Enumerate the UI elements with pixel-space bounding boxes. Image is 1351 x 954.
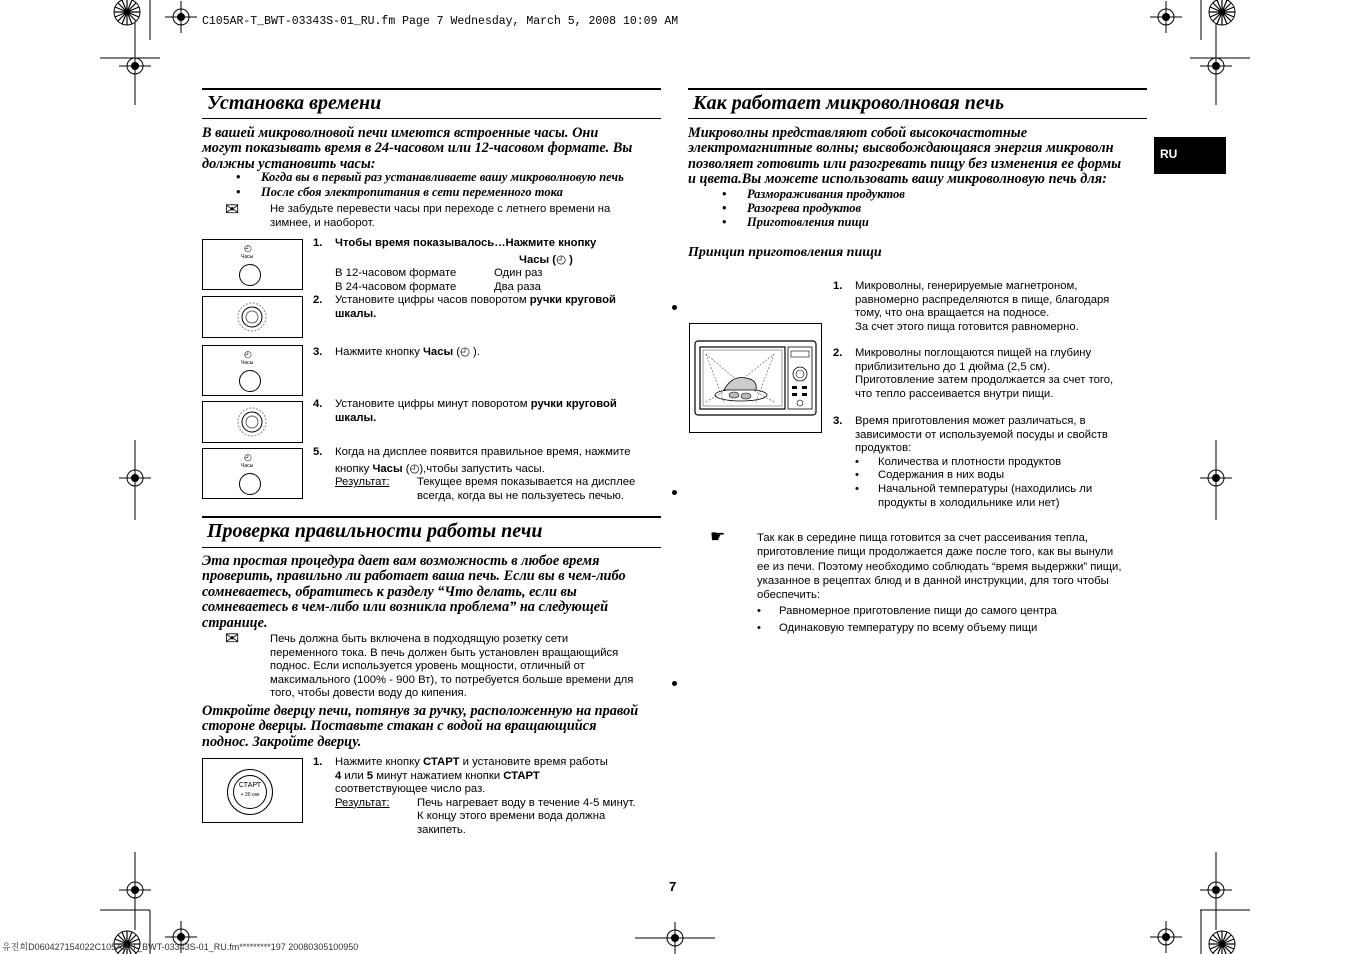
clock-step-5: 5. Когда на дисплее появится правильное время, нажмите кнопку Часы (◴),чтобы запустить часы. Результат: Текущее время показывается на дисплее всегда, когда вы не пользуетесь печью. <box>313 446 636 502</box>
clock-icon: ◴ <box>244 349 252 359</box>
check-intro: Эта простая процедура дает вам возможность в любое время проверить, правильно ли работает ваша печь. Если вы в чем-либо сомневаетесь, обратитесь к разделу “Что делать, если вы сомневаетесь в чем-либо или возникла проблема” на следующей странице. <box>202 553 626 631</box>
clock-step-2: 2. Установите цифры часов поворотом ручки круговой шкалы. <box>313 294 616 320</box>
clock-icon: ◴ <box>244 452 252 462</box>
clock-step-3: 3. Нажмите кнопку Часы (◴ ). <box>313 346 480 358</box>
dial-illustration <box>202 401 303 443</box>
section-rule <box>202 547 661 548</box>
clock-icon: ◴ <box>409 462 420 475</box>
list-item: • После сбоя электропитания в сети переменного тока <box>236 185 563 199</box>
section-rule <box>202 516 661 518</box>
clock-icon: ◴ <box>460 346 470 358</box>
clock-step-1: 1. Чтобы время показывалось…Нажмите кнопку Часы (◴ ) В 12-часовом формате Один раз В 24-часовом формате Два раза <box>313 237 597 293</box>
clock-icon: ◴ <box>556 253 566 266</box>
section-rule <box>202 88 661 90</box>
start-button-illustration: СТАРТ + 30 сек <box>202 758 303 823</box>
list-item: • Содержания в них воды <box>855 469 1005 482</box>
note-icon: ✉ <box>225 200 240 219</box>
microwave-illustration <box>689 323 822 433</box>
dial-knob-icon <box>235 406 269 438</box>
clock-icon: ◴ <box>244 243 252 253</box>
note-icon: ✉ <box>225 629 240 648</box>
clock-button-illustration: ◴ Часы <box>202 448 303 499</box>
clock-section-title: Установка времени <box>207 92 382 114</box>
section-rule <box>688 88 1147 90</box>
list-item: • Когда вы в первый раз устанавливаете вашу микроволновую печь <box>236 170 624 184</box>
check-step-1: 1. Нажмите кнопку СТАРТ и установите время работы 4 или 5 минут нажатием кнопки СТАРТ соответствующее число раз. Результат: Печь нагревает воду в течение 4-5 минут. К концу этого времени вода должна закипеть. <box>313 756 636 836</box>
principle-point-2: 2. Микроволны поглощаются пищей на глубину приблизительно до 1 дюйма (2,5 см). Приготовление затем продолжается за счет того, что тепло рассеивается внутри пищи. <box>833 347 1114 400</box>
principle-point-1: 1. Микроволны, генерируемые магнетроном, равномерно распределяются в пище, благодаря тому, что она вращается на подносе. За счет этого пища готовится равномерно. <box>833 280 1110 333</box>
microwave-oven-icon <box>694 340 817 416</box>
clock-intro: В вашей микроволновой печи имеются встроенные часы. Они могут показывать время в 24-часовом или 12-часовом формате. Вы должны установить часы: <box>202 125 633 172</box>
clock-step-4: 4. Установите цифры минут поворотом ручки круговой шкалы. <box>313 398 617 424</box>
clock-button <box>239 370 261 392</box>
list-item: • Равномерное приготовление пищи до самого центра <box>757 605 1057 618</box>
page-number: 7 <box>669 879 677 894</box>
pointing-hand-icon: ☛ <box>710 527 726 546</box>
file-footer-code: 유진희D060427154022C105AR-T_BWT-03343S-01_RU.fm*********197 20080305100950 <box>2 942 359 952</box>
clock-note: Не забудьте перевести часы при переходе с летнего времени на зимнее, и наоборот. <box>270 203 611 229</box>
list-item: • Одинаковую температуру по всему объему пищи <box>757 621 1038 634</box>
binding-dot <box>672 681 677 686</box>
open-door-instruction: Откройте дверцу печи, потянув за ручку, расположенную на правой стороне дверцы. Поставьте стакан с водой на вращающийся поднос. Закройте дверцу. <box>202 703 639 750</box>
check-section-title: Проверка правильности работы печи <box>207 520 543 542</box>
list-item: • Размораживания продуктов <box>722 187 905 201</box>
file-header-line: C105AR-T_BWT-03343S-01_RU.fm Page 7 Wednesday, March 5, 2008 10:09 AM <box>202 15 679 28</box>
microwave-intro: Микроволны представляют собой высокочастотные электромагнитные волны; высвобождающаяся энергия микроволн позволяет готовить или разогревать пищу без изменения ее формы и цвета.Вы можете использовать вашу микроволновую печь для: <box>688 125 1122 188</box>
cooking-principle-subheading: Принцип приготовления пищи <box>688 245 882 260</box>
clock-button <box>239 264 261 286</box>
list-item: • Начальной температуры (находились ли <box>855 482 1093 495</box>
microwave-uses-list <box>722 187 905 229</box>
dial-knob-icon <box>235 301 269 333</box>
binding-dot <box>672 490 677 495</box>
list-item: • Количества и плотности продуктов <box>855 455 1062 468</box>
standing-time-tip: Так как в середине пища готовится за счет рассеивания тепла, приготовление пищи продолжается даже после того, как вы вынули ее из печи. Поэтому необходимо соблюдать “время выдержки” пищи, указанное в рецептах блюд и в данной инструкции, для того чтобы обеспечить: • Равномерное приготовление пищи до самого центра • Одинаковую температуру по всему объему пищи <box>757 531 1152 635</box>
clock-button-illustration: ◴ Часы <box>202 345 303 396</box>
clock-bullets <box>236 170 624 200</box>
section-rule <box>202 118 661 119</box>
microwave-section-title: Как работает микроволновая печь <box>693 92 1005 114</box>
principle-point-3: 3. Время приготовления может различаться, в зависимости от используемой посуды и свойств продуктов: • Количества и плотности продуктов • Содержания в них воды • Начальной температуры (находились ли продукты в холодильнике или нет) <box>833 415 1153 510</box>
list-item: • Разогрева продуктов <box>722 201 862 215</box>
section-rule <box>688 118 1147 119</box>
check-note: Печь должна быть включена в подходящую розетку сети переменного тока. В печь должен быть установлен вращающийся поднос. Если используется уровень мощности, отличный от максимального (100% - 900 Вт), то потребуется больше времени для того, чтобы довести воду до кипения. <box>270 633 634 700</box>
language-tab: RU <box>1154 137 1226 174</box>
clock-button <box>239 473 261 495</box>
list-item: • Приготовления пищи <box>722 215 869 229</box>
binding-dot <box>672 305 677 310</box>
dial-illustration <box>202 296 303 338</box>
clock-button-illustration: ◴ Часы <box>202 239 303 290</box>
